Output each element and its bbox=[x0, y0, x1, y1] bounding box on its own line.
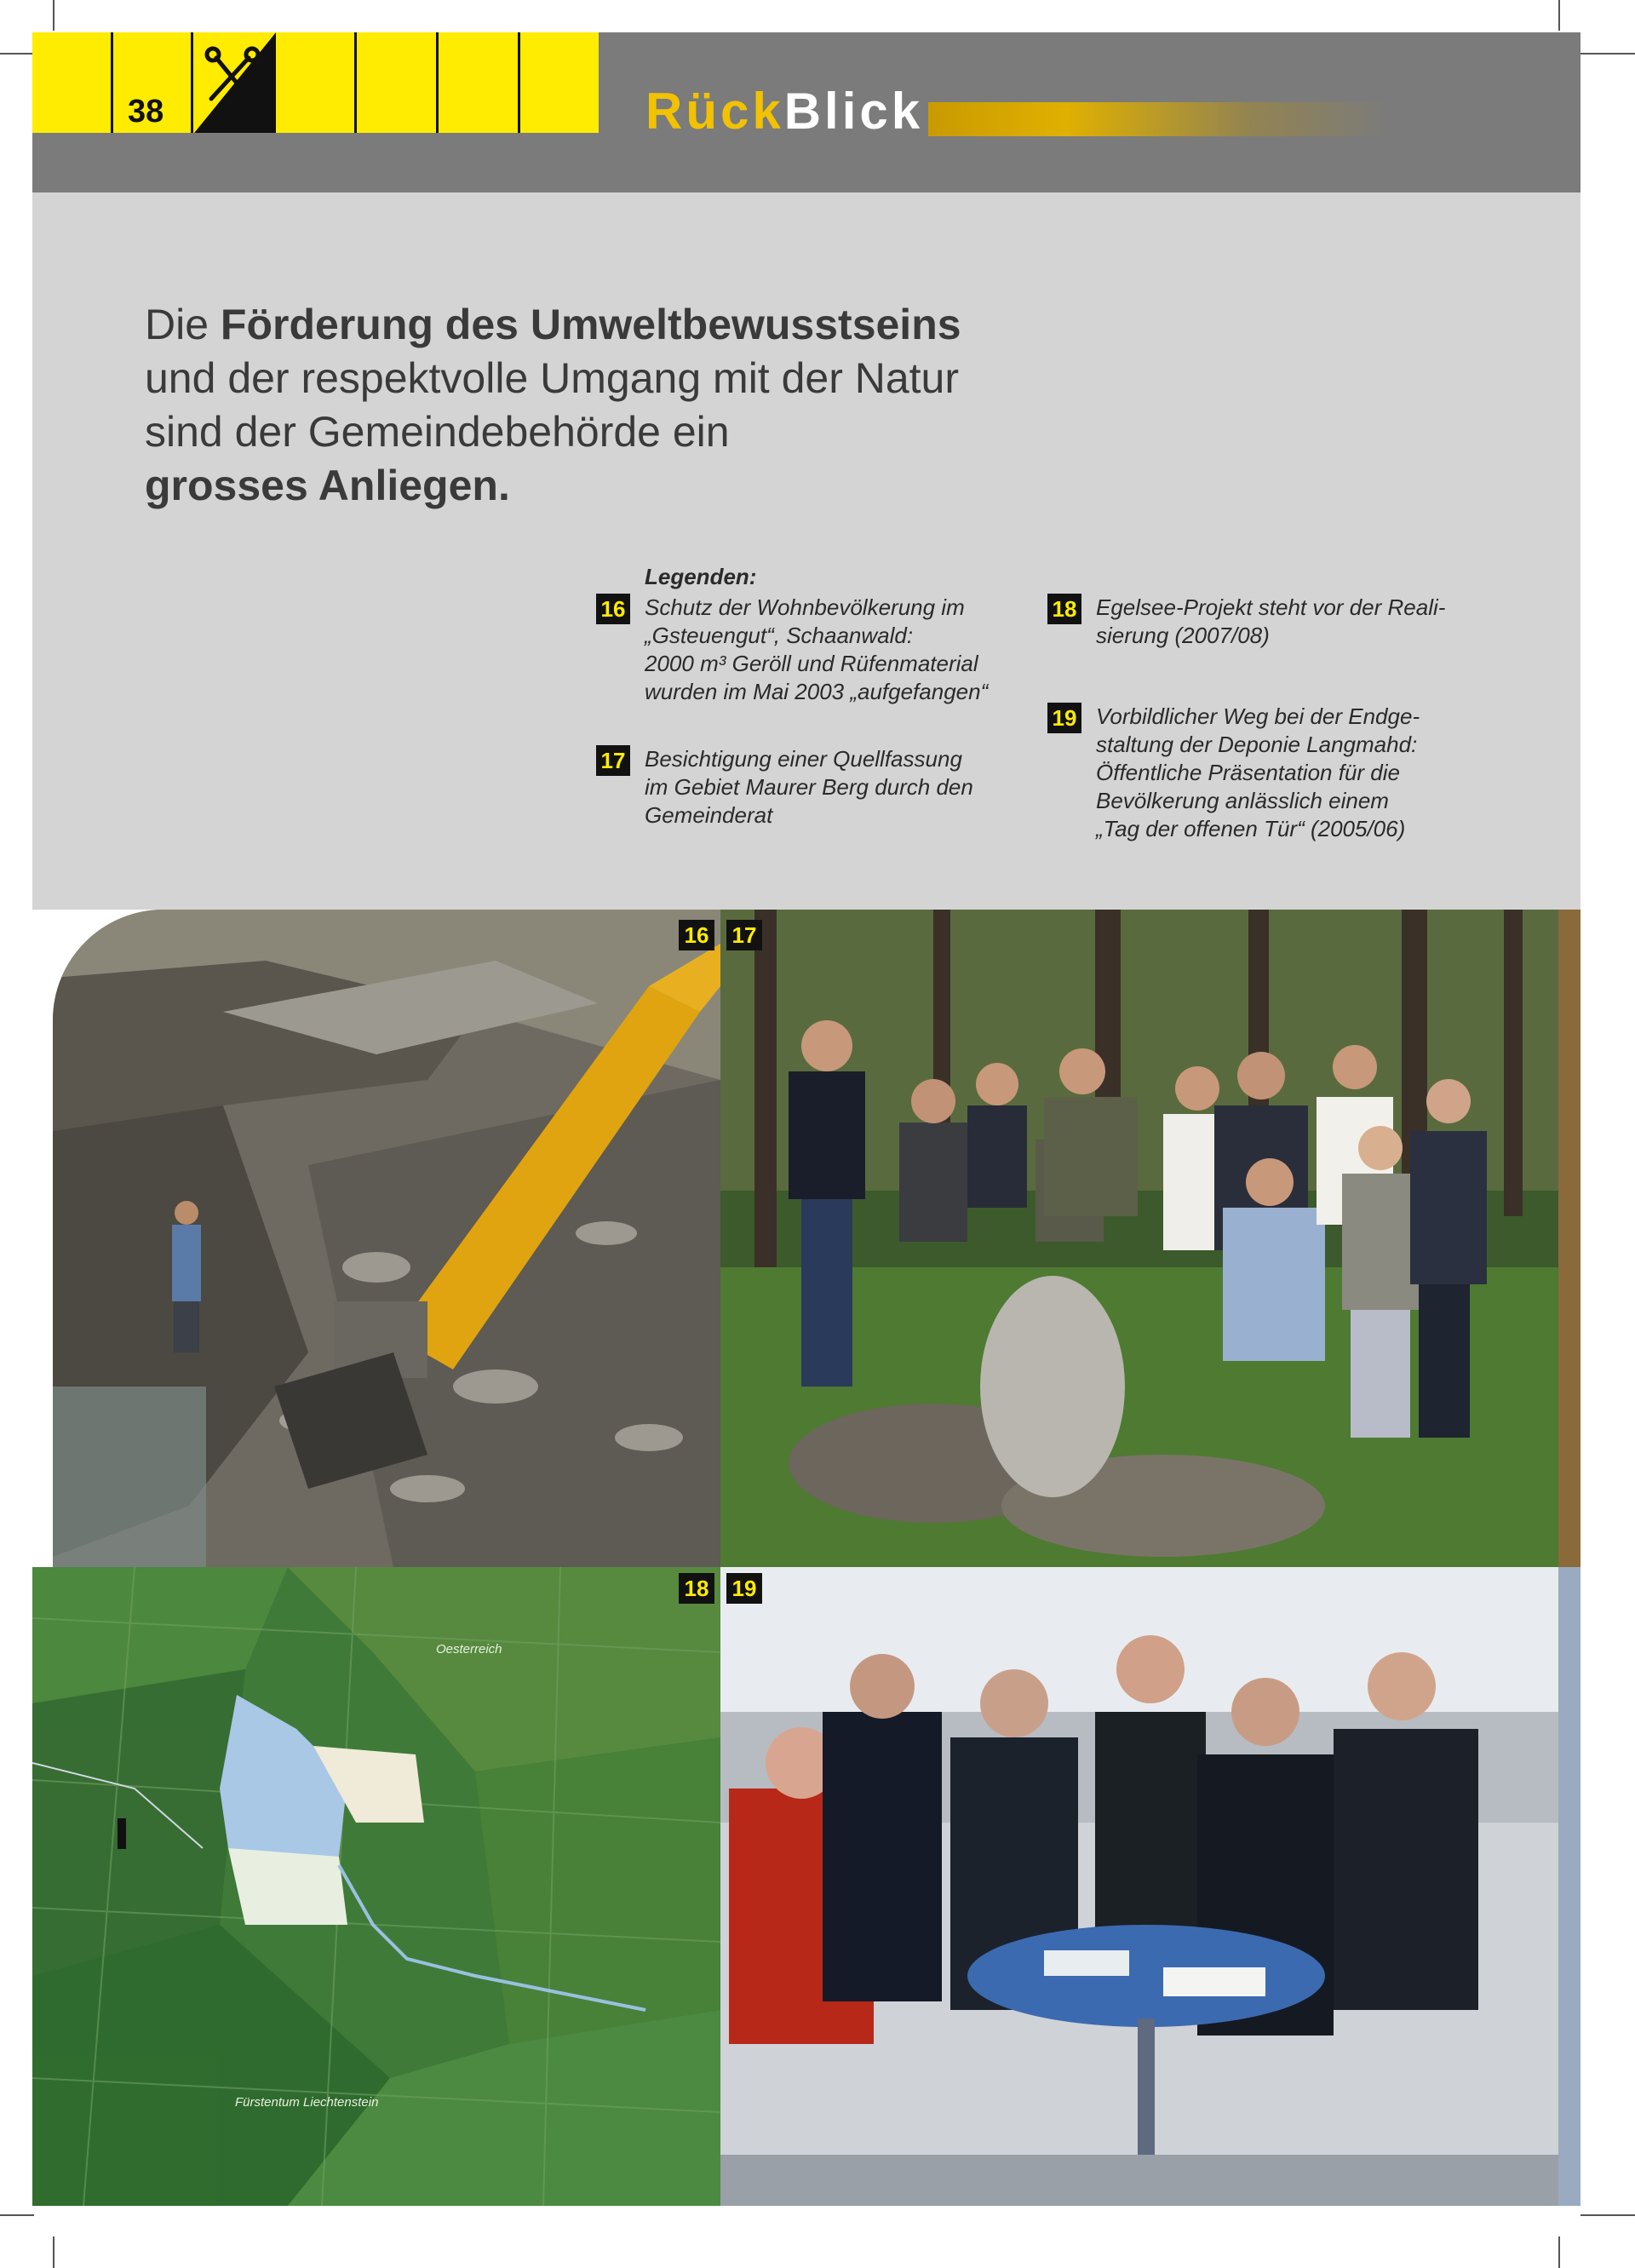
intro-statement: Die Förderung des Umweltbewusstseins und der respektvolle Umgang mit der Natur sind der Gemeindebehörde ein grosses Anliegen. bbox=[145, 301, 961, 509]
photo-aerial-map-egelsee bbox=[32, 1567, 720, 2206]
header-divider bbox=[518, 32, 520, 133]
legend-number-19: 19 bbox=[1047, 703, 1081, 733]
crop-mark bbox=[1558, 0, 1560, 31]
photo-edge-strip bbox=[1558, 910, 1580, 1567]
page-number: 38 bbox=[128, 94, 164, 129]
crop-mark bbox=[1580, 2214, 1635, 2216]
legend-text-16: Schutz der Wohnbevölkerung im „Gsteuengut“, Schaanwald: 2000 m³ Geröll und Rüfenmaterial wurden im Mai 2003 „aufgefangen“ bbox=[645, 594, 989, 704]
legend-heading: Legenden: bbox=[645, 564, 757, 589]
crop-mark bbox=[1558, 2236, 1560, 2268]
title-streak bbox=[928, 102, 1388, 136]
photo-excavator-rubble bbox=[53, 910, 720, 1567]
legend-text-18: Egelsee-Projekt steht vor der Reali- sierung (2007/08) bbox=[1096, 594, 1446, 648]
photo-badge-17: 17 bbox=[726, 920, 762, 950]
crop-mark bbox=[0, 53, 34, 55]
header-divider bbox=[191, 32, 193, 133]
photo-badge-18: 18 bbox=[679, 1573, 714, 1604]
crop-mark bbox=[53, 0, 54, 31]
legend-text-17: Besichtigung einer Quellfassung im Gebiet Maurer Berg durch den Gemeinderat bbox=[645, 746, 973, 828]
section-title: RückBlick bbox=[645, 83, 924, 140]
photo-edge-strip bbox=[1558, 1567, 1580, 2206]
header-yellow-block bbox=[32, 32, 599, 133]
photo-group-open-day bbox=[720, 1567, 1558, 2206]
photo-badge-16: 16 bbox=[679, 920, 714, 950]
map-label-liechtenstein: Fürstentum Liechtenstein bbox=[235, 2095, 379, 2110]
crest-keys-icon bbox=[194, 32, 276, 133]
photo-group-spring-visit bbox=[720, 910, 1558, 1567]
photo-badge-19: 19 bbox=[726, 1573, 762, 1604]
crop-mark bbox=[0, 2214, 34, 2216]
crop-mark bbox=[53, 2236, 54, 2268]
legend-text-19: Vorbildlicher Weg bei der Endge- staltung der Deponie Langmahd: Öffentliche Präsentation für die Bevölkerung anlässlich einem „Tag der offenen Tür“ (2005/06) bbox=[1096, 703, 1420, 841]
header-divider bbox=[436, 32, 439, 133]
header-divider bbox=[354, 32, 357, 133]
legend-number-18: 18 bbox=[1047, 594, 1081, 624]
legend-number-17: 17 bbox=[596, 745, 630, 776]
map-label-austria: Oesterreich bbox=[436, 1642, 502, 1657]
header-divider bbox=[111, 32, 113, 133]
crop-mark bbox=[1580, 53, 1635, 55]
legend-number-16: 16 bbox=[596, 594, 630, 624]
